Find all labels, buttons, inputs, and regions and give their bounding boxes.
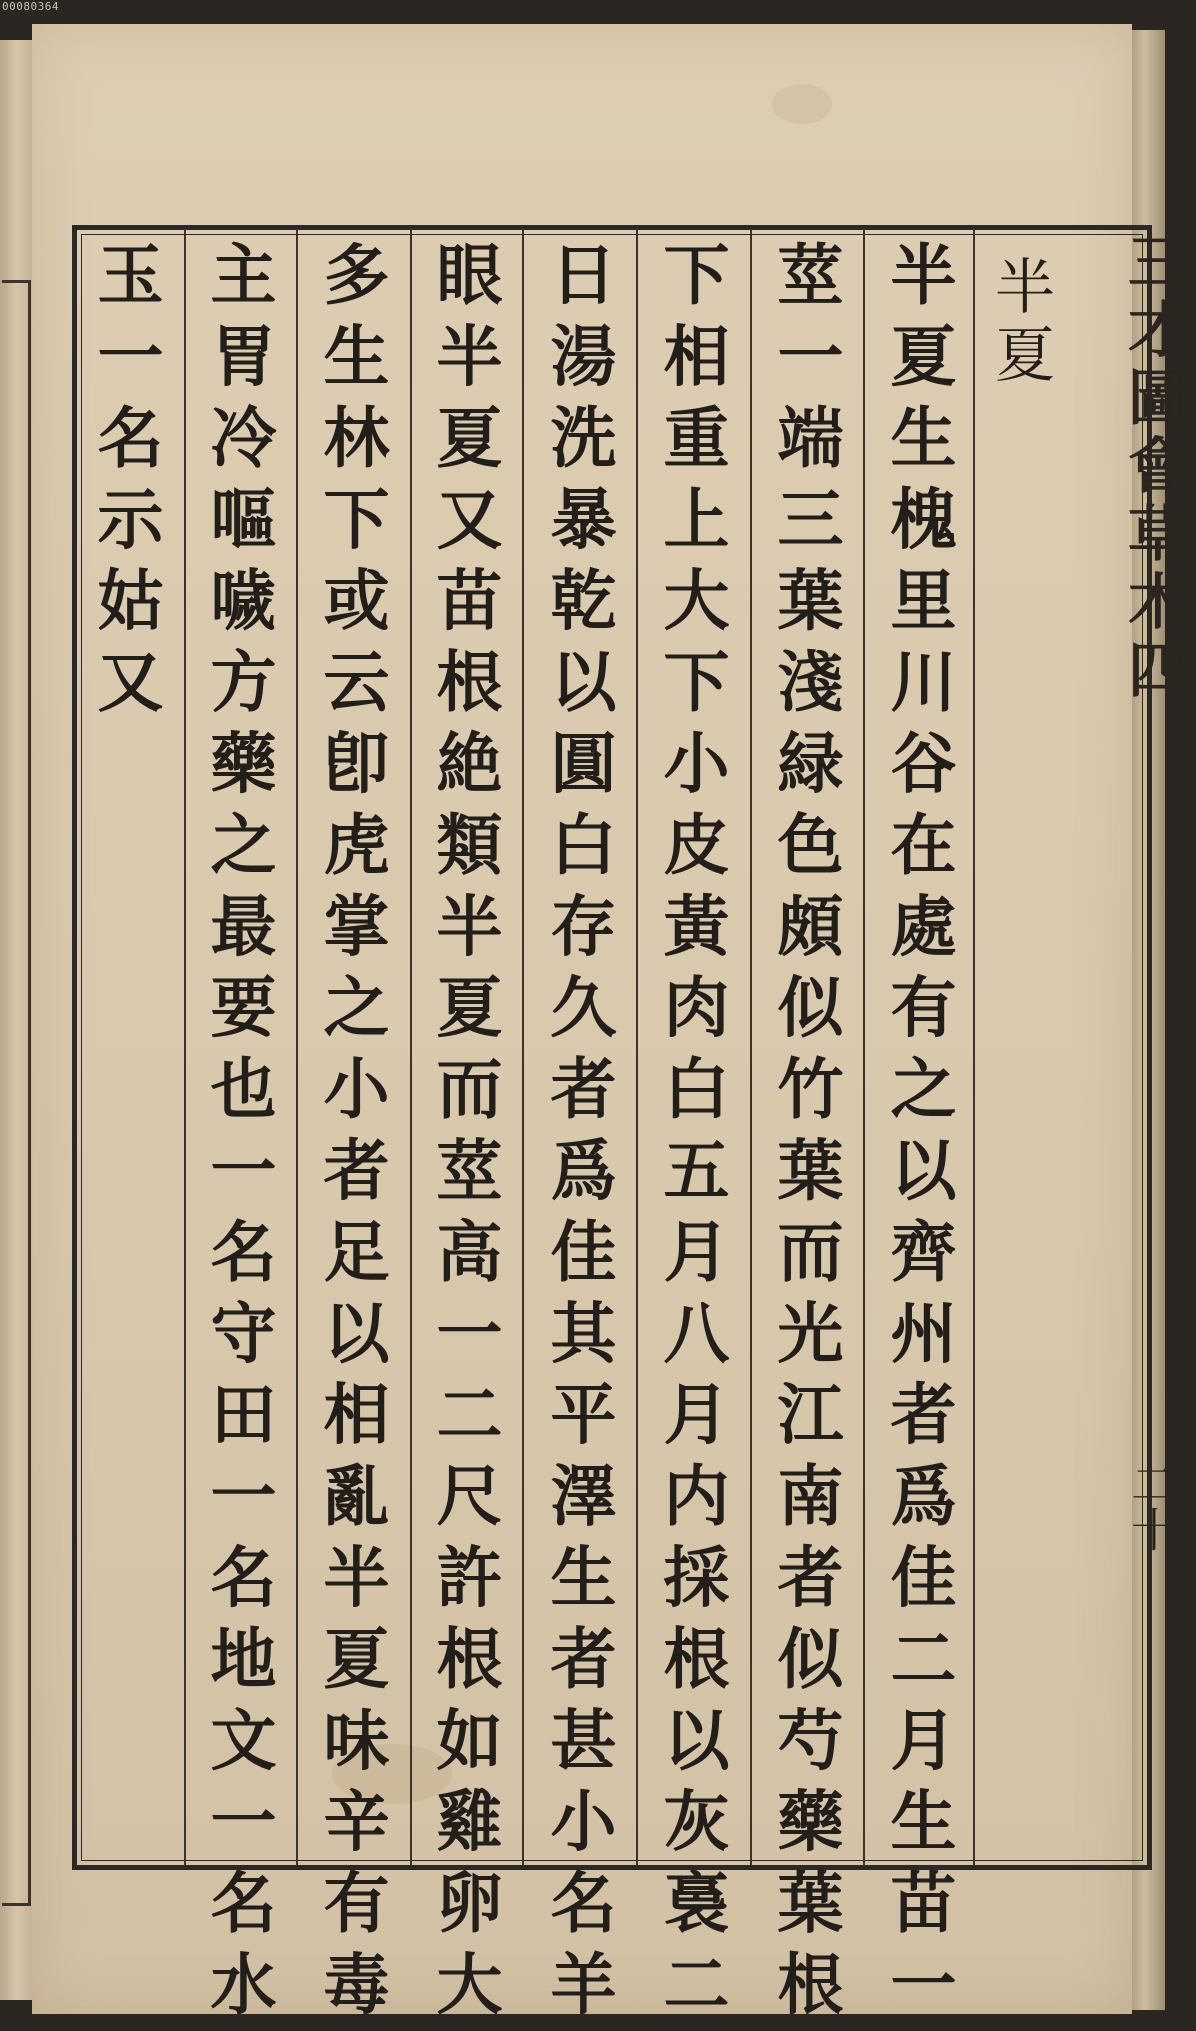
- margin-title: 三才圖會草木四: [1118, 230, 1188, 706]
- text-column-8: 玉一名示姑又: [86, 240, 164, 729]
- column-rule: [863, 228, 865, 1866]
- text-column-4: 日湯洗暴乾以圓白存久者爲佳其平澤生者甚小名羊: [539, 240, 617, 2031]
- column-rule: [636, 228, 638, 1866]
- column-rule: [410, 228, 412, 1866]
- previous-page-edge: [0, 40, 36, 2000]
- text-column-6: 多生林下或云卽虎掌之小者足以相亂半夏味辛有毒: [312, 240, 390, 2031]
- paper-stain: [772, 84, 832, 124]
- column-rule: [973, 228, 975, 1866]
- text-column-7: 主胃冷嘔噦方藥之最要也一名守田一名地文一名水: [199, 240, 277, 2031]
- text-column-1: 半夏生槐里川谷在處有之以齊州者爲佳二月生苗一: [879, 240, 957, 2031]
- column-rule: [184, 228, 186, 1866]
- column-rule: [296, 228, 298, 1866]
- text-column-3: 下相重上大下小皮黃肉白五月八月内採根以灰裛二: [652, 240, 730, 2031]
- column-rule: [750, 228, 752, 1866]
- folio-number: 二十: [1124, 1460, 1178, 1552]
- text-column-2: 莖一端三葉淺緑色頗似竹葉而光江南者似芍藥葉根: [766, 240, 844, 2031]
- scan-id-label: 00080364: [2, 0, 59, 13]
- text-column-5: 眼半夏又苗根絶類半夏而莖高一二尺許根如雞卵大: [425, 240, 503, 2031]
- previous-page-frame: [2, 280, 31, 1906]
- entry-heading: 半夏: [985, 255, 1055, 391]
- column-rule: [522, 228, 524, 1866]
